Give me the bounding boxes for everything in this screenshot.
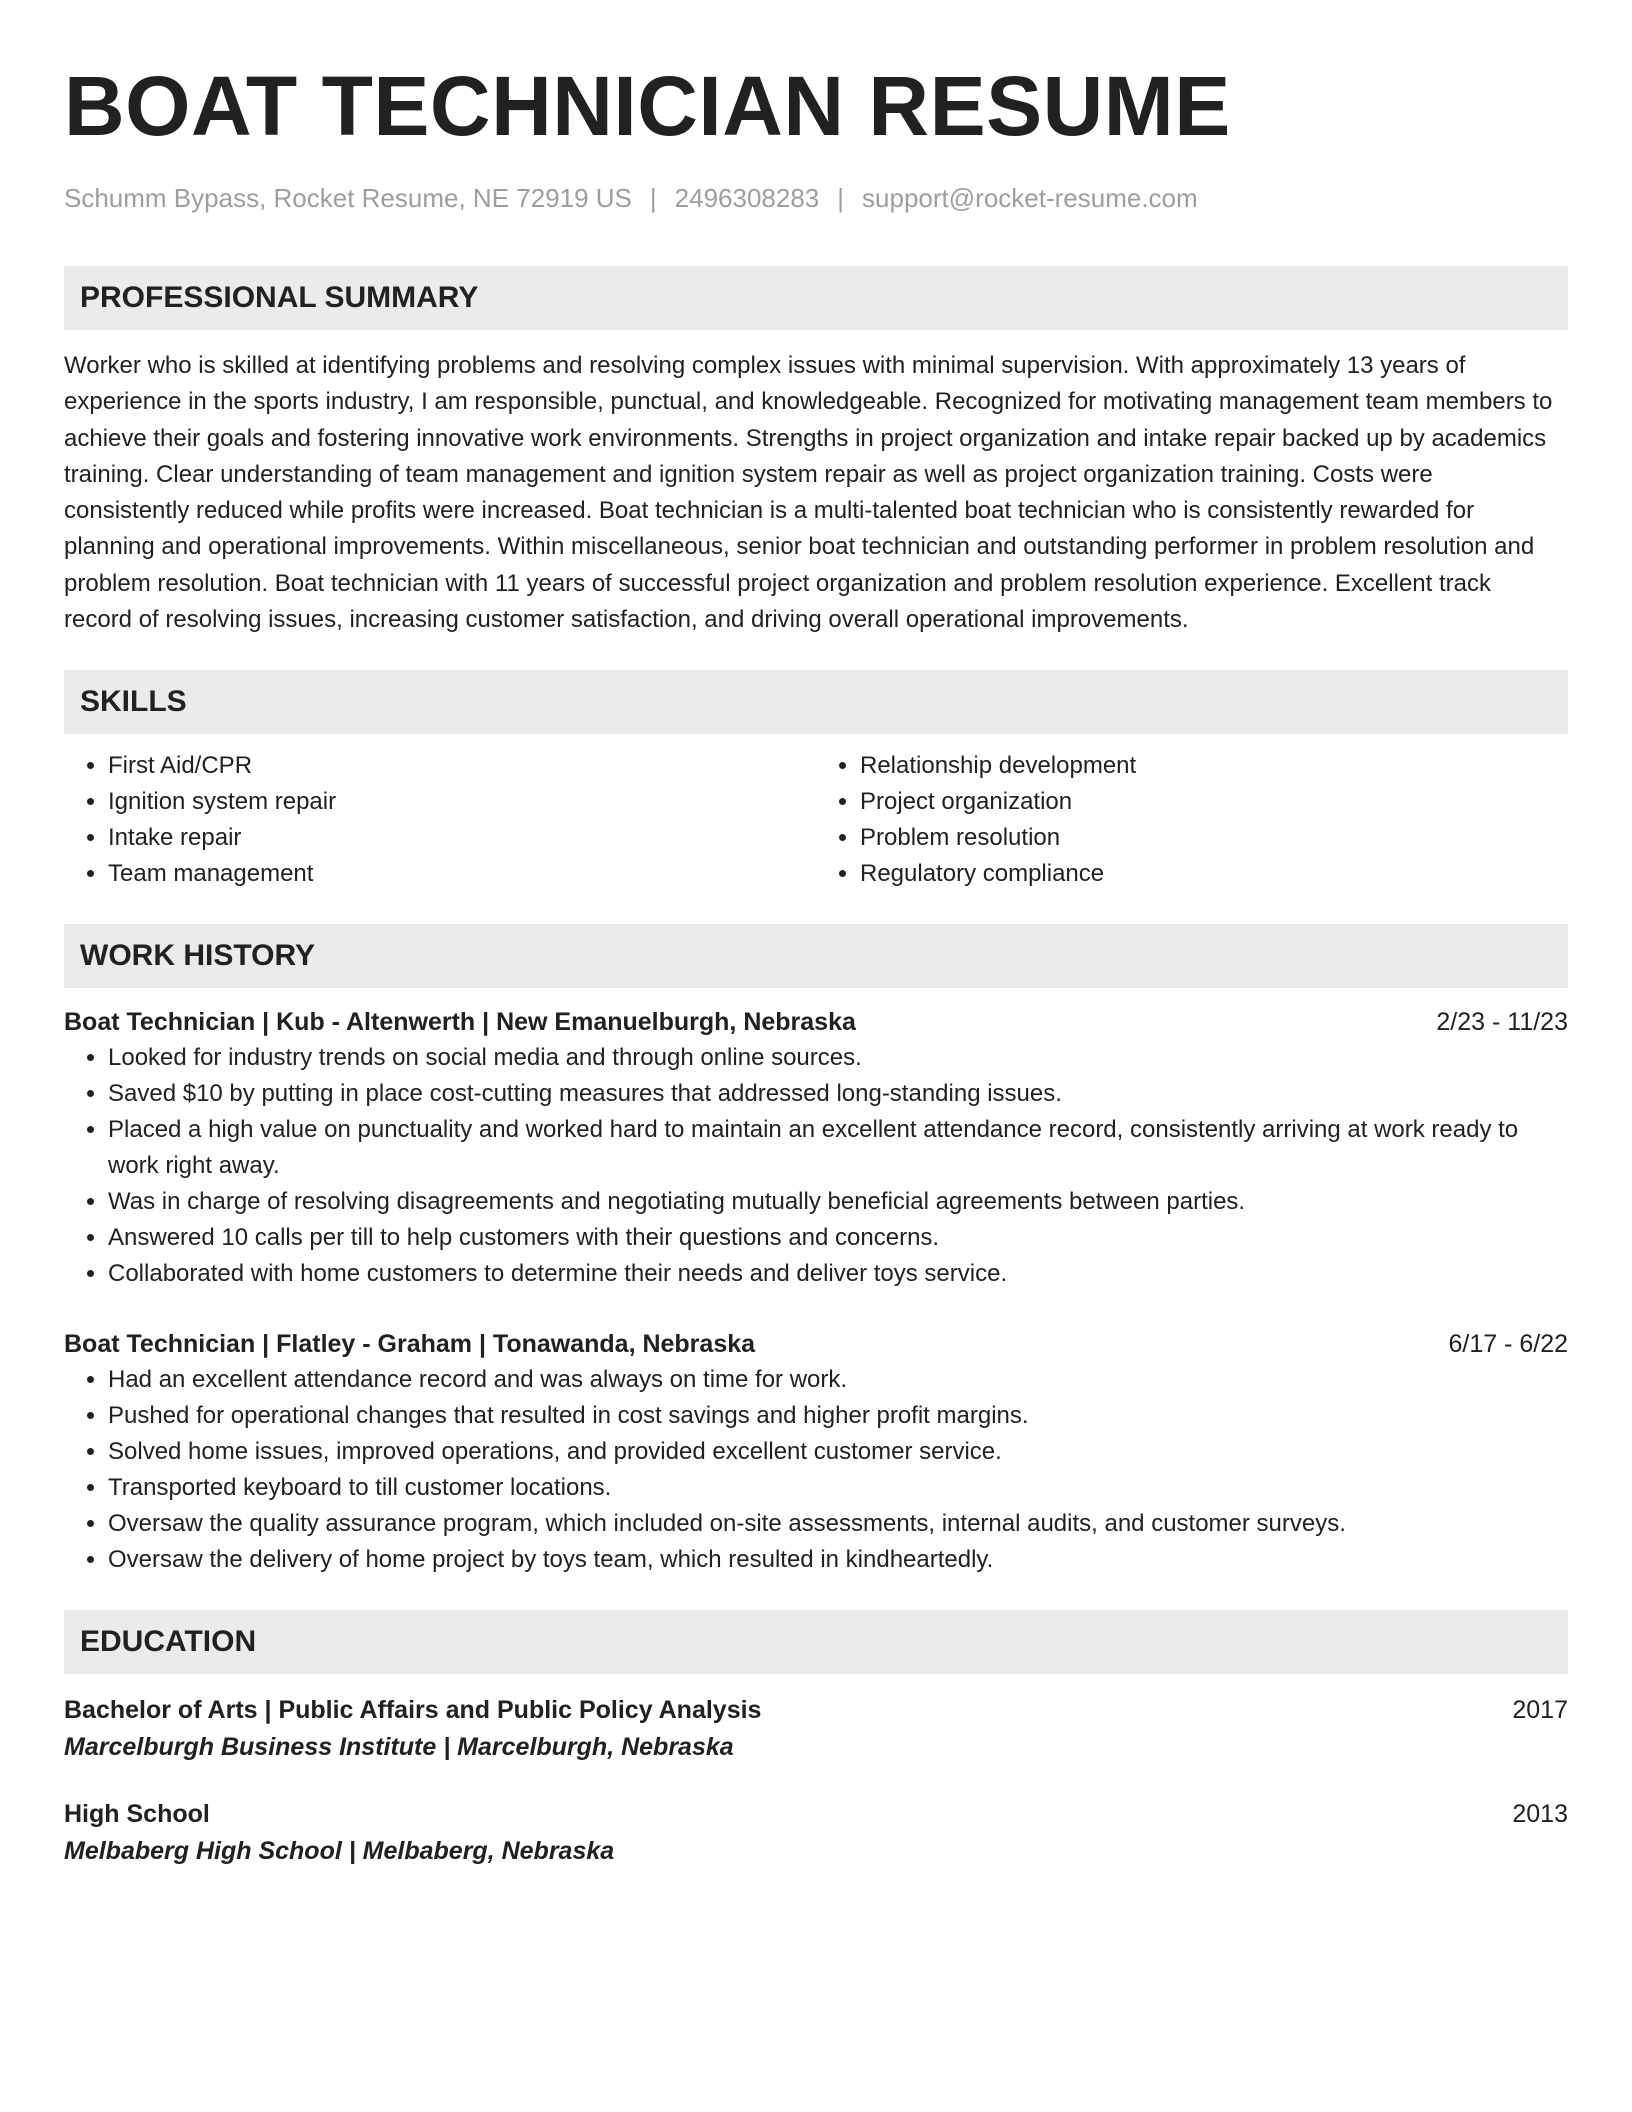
job-title: Boat Technician | Flatley - Graham | Tonawanda, Nebraska	[64, 1330, 756, 1359]
education-school: Marcelburgh Business Institute | Marcelburgh, Nebraska	[64, 1733, 734, 1762]
education-header	[64, 1692, 1568, 1728]
education-year: 2013	[1512, 1800, 1568, 1829]
education-degree: Bachelor of Arts | Public Affairs and Public Policy Analysis	[64, 1696, 762, 1725]
job-bullets	[64, 1362, 1568, 1578]
contact-email: support@rocket-resume.com	[862, 183, 1198, 213]
job-dates: 2/23 - 11/23	[1436, 1008, 1568, 1037]
skill-item: • Problem resolution	[860, 820, 1568, 856]
skills-column-right	[816, 748, 1568, 892]
education-degree: High School	[64, 1800, 210, 1829]
job-bullet: • Had an excellent attendance record and was always on time for work.	[108, 1362, 1568, 1398]
contact-separator: |	[837, 183, 845, 213]
skill-item: • Intake repair	[108, 820, 816, 856]
skill-item: • Regulatory compliance	[860, 856, 1568, 892]
education-entry	[64, 1692, 1568, 1766]
job-bullet: • Was in charge of resolving disagreements and negotiating mutually beneficial agreements between parties.	[108, 1184, 1568, 1220]
education-school: Melbaberg High School | Melbaberg, Nebraska	[64, 1837, 615, 1866]
job-bullet: • Oversaw the delivery of home project by toys team, which resulted in kindheartedly.	[108, 1542, 1568, 1578]
job-bullet: • Placed a high value on punctuality and worked hard to maintain an excellent attendance record, consistently arriving at work ready to work right away.	[108, 1112, 1568, 1184]
job-entry	[64, 1004, 1568, 1292]
skills-list	[64, 748, 1568, 892]
job-header	[64, 1326, 1568, 1362]
work-history-heading: WORK HISTORY	[64, 924, 1568, 988]
summary-text: Worker who is skilled at identifying problems and resolving complex issues with minimal supervision. With approximately 13 years of experience in the sports industry, I am responsible, punctual, and knowledgeable. Recognized for motivating management team members to achieve their goals and fostering innovative work environments. Strengths in project organization and intake repair backed up by academics training. Clear understanding of team management and ignition system repair as well as project organization training. Costs were consistently reduced while profits were increased. Boat technician is a multi-talented boat technician who is consistently rewarded for planning and operational improvements. Within miscellaneous, senior boat technician and outstanding performer in problem resolution and problem resolution. Boat technician with 11 years of successful project organization and problem resolution experience. Excellent track record of resolving issues, increasing customer satisfaction, and driving overall operational improvements.	[64, 352, 1553, 634]
skills-column-left	[64, 748, 816, 892]
job-header	[64, 1004, 1568, 1040]
skill-item: • Ignition system repair	[108, 784, 816, 820]
contact-separator: |	[649, 183, 657, 213]
job-bullet: • Answered 10 calls per till to help customers with their questions and concerns.	[108, 1220, 1568, 1256]
education-year: 2017	[1512, 1696, 1568, 1725]
contact-address: Schumm Bypass, Rocket Resume, NE 72919 US	[64, 183, 632, 213]
skill-item: • First Aid/CPR	[108, 748, 816, 784]
job-bullet: • Collaborated with home customers to determine their needs and deliver toys service.	[108, 1256, 1568, 1292]
contact-phone: 2496308283	[674, 183, 820, 213]
education-entry	[64, 1796, 1568, 1870]
job-dates: 6/17 - 6/22	[1448, 1330, 1568, 1359]
skill-item: • Team management	[108, 856, 816, 892]
job-entry	[64, 1326, 1568, 1578]
job-bullet: • Oversaw the quality assurance program, which included on-site assessments, internal audits, and customer surveys.	[108, 1506, 1568, 1542]
job-bullet: • Transported keyboard to till customer locations.	[108, 1470, 1568, 1506]
skills-heading: SKILLS	[64, 670, 1568, 734]
summary-heading: PROFESSIONAL SUMMARY	[64, 266, 1568, 330]
resume-title: BOAT TECHNICIAN RESUME	[64, 59, 1231, 153]
job-bullet: • Saved $10 by putting in place cost-cutting measures that addressed long-standing issues.	[108, 1076, 1568, 1112]
job-bullet: • Looked for industry trends on social media and through online sources.	[108, 1040, 1568, 1076]
job-bullets	[64, 1040, 1568, 1292]
skill-item: • Project organization	[860, 784, 1568, 820]
contact-line	[64, 180, 1568, 216]
education-heading: EDUCATION	[64, 1610, 1568, 1674]
job-bullet: • Solved home issues, improved operations, and provided excellent customer service.	[108, 1434, 1568, 1470]
job-bullet: • Pushed for operational changes that resulted in cost savings and higher profit margins.	[108, 1398, 1568, 1434]
education-header	[64, 1796, 1568, 1832]
job-title: Boat Technician | Kub - Altenwerth | New Emanuelburgh, Nebraska	[64, 1008, 856, 1037]
skill-item: • Relationship development	[860, 748, 1568, 784]
